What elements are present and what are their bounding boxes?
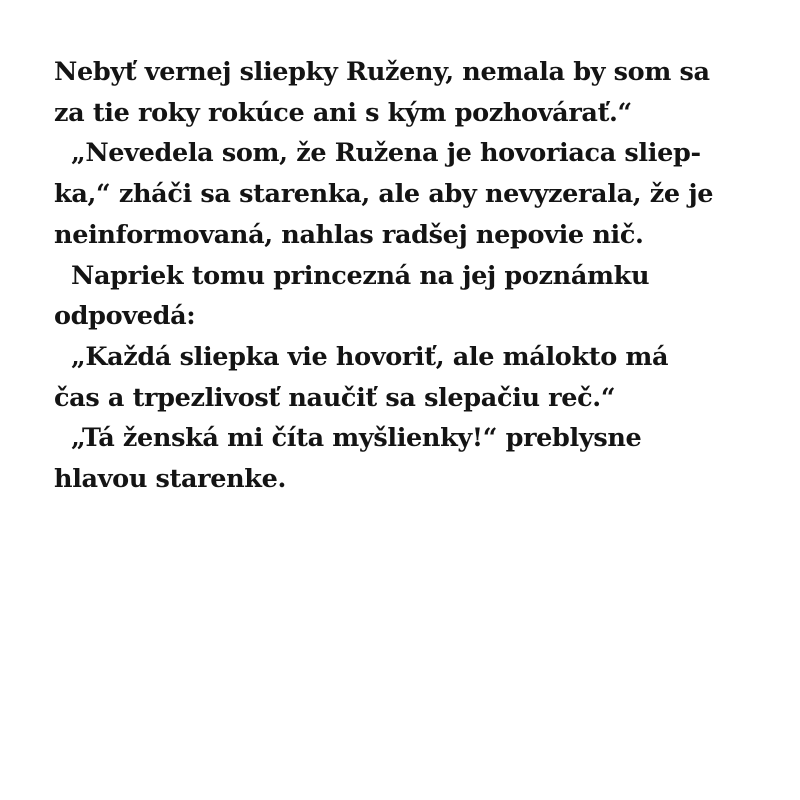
text-line: „Nevedela som, že Ružena je hovoriaca sliep- [71, 138, 701, 169]
text-line: „Tá ženská mi číta myšlienky!“ preblysne [71, 423, 642, 454]
text-line: čas a trpezlivosť naučiť sa slepačiu reč.“ [54, 382, 616, 413]
text-line: za tie roky rokúce ani s kým pozhovárať.“ [54, 97, 632, 128]
text-line: ka,“ zháči sa starenka, ale aby nevyzerala, že je [54, 179, 714, 210]
page-text [54, 52, 760, 500]
text-line: Nebyť vernej sliepky Ruženy, nemala by som sa [54, 57, 710, 87]
text-line: „Každá sliepka vie hovoriť, ale málokto má [71, 341, 669, 372]
text-line: odpovedá: [54, 301, 196, 332]
text-line: Napriek tomu princezná na jej poznámku [71, 260, 650, 291]
text-line: hlavou starenke. [54, 464, 287, 495]
text-line: neinformovaná, nahlas radšej nepovie nič. [54, 219, 644, 250]
